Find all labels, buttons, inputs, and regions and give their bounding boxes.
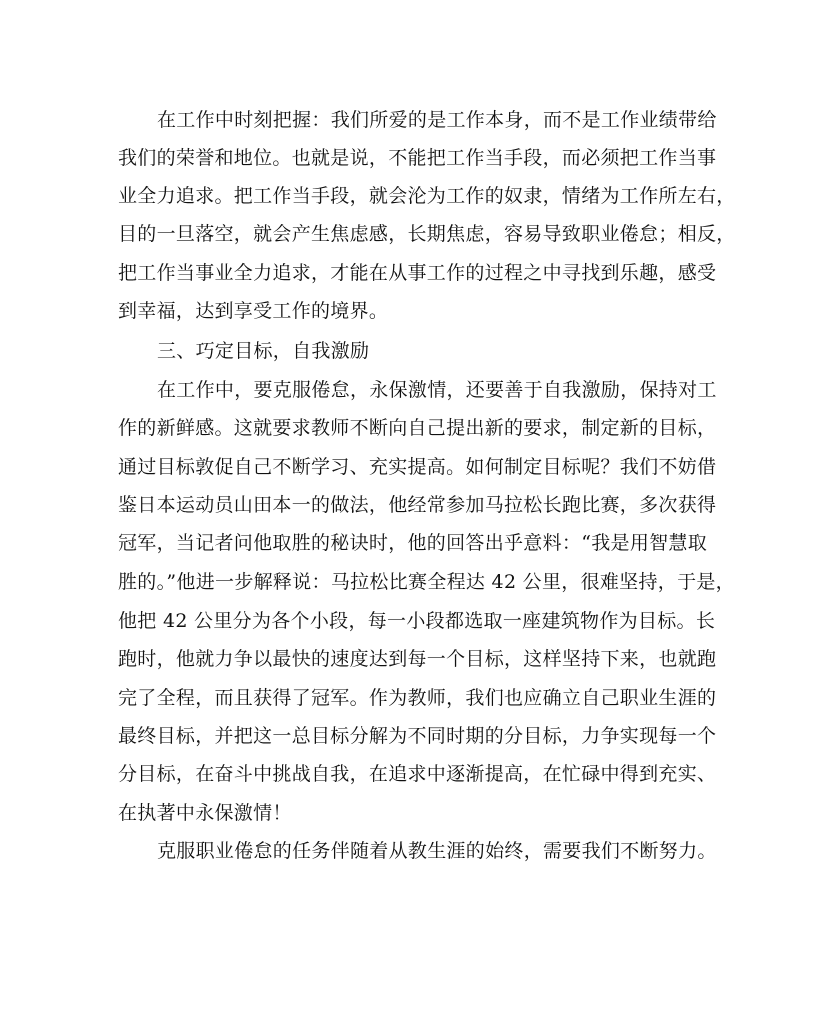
paragraph-1-line-6: 到幸福，达到享受工作的境界。 <box>118 300 389 322</box>
section-heading: 三、巧定目标，自我激励 <box>157 340 370 362</box>
paragraph-2-line-8: 跑时，他就力争以最快的速度达到每一个目标，这样坚持下来，也就跑 <box>118 648 717 670</box>
paragraph-1-line-4: 目的一旦落空，就会产生焦虑感，长期焦虑，容易导致职业倦怠；相反， <box>118 223 736 245</box>
paragraph-2-line-9: 完了全程，而且获得了冠军。作为教师，我们也应确立自己职业生涯的 <box>118 687 717 709</box>
paragraph-2-line-5: 冠军，当记者问他取胜的秘诀时，他的回答出乎意料：“我是用智慧取 <box>118 532 708 554</box>
paragraph-2-line-2: 作的新鲜感。这就要求教师不断向自己提出新的要求，制定新的目标， <box>118 417 717 439</box>
paragraph-2-line-10: 最终目标，并把这一总目标分解为不同时期的分目标，力争实现每一个 <box>118 725 717 747</box>
paragraph-1-line-1: 在工作中时刻把握：我们所爱的是工作本身，而不是工作业绩带给 <box>157 109 717 131</box>
paragraph-2-line-6: 胜的。”他进一步解释说：马拉松比赛全程达 42 公里，很难坚持，于是， <box>118 571 735 593</box>
paragraph-2-line-4: 鉴日本运动员山田本一的做法，他经常参加马拉松长跑比赛，多次获得 <box>118 494 717 516</box>
paragraph-1-line-5: 把工作当事业全力追求，才能在从事工作的过程之中寻找到乐趣，感受 <box>118 262 717 284</box>
paragraph-2-line-3: 通过目标敦促自己不断学习、充实提高。如何制定目标呢？我们不妨借 <box>118 456 717 478</box>
paragraph-2-line-11: 分目标，在奋斗中挑战自我，在追求中逐渐提高，在忙碌中得到充实、 <box>118 763 717 785</box>
paragraph-2-line-1: 在工作中，要克服倦怠，永保激情，还要善于自我激励，保持对工 <box>157 379 717 401</box>
paragraph-1-line-2: 我们的荣誉和地位。也就是说，不能把工作当手段，而必须把工作当事 <box>118 147 717 169</box>
paragraph-3-line-1: 克服职业倦怠的任务伴随着从教生涯的始终，需要我们不断努力。 <box>157 840 717 862</box>
paragraph-1-line-3: 业全力追求。把工作当手段，就会沦为工作的奴隶，情绪为工作所左右， <box>118 185 736 207</box>
paragraph-2-line-7: 他把 42 公里分为各个小段，每一小段都选取一座建筑物作为目标。长 <box>118 610 716 632</box>
paragraph-2-line-12: 在执著中永保激情！ <box>118 802 292 824</box>
